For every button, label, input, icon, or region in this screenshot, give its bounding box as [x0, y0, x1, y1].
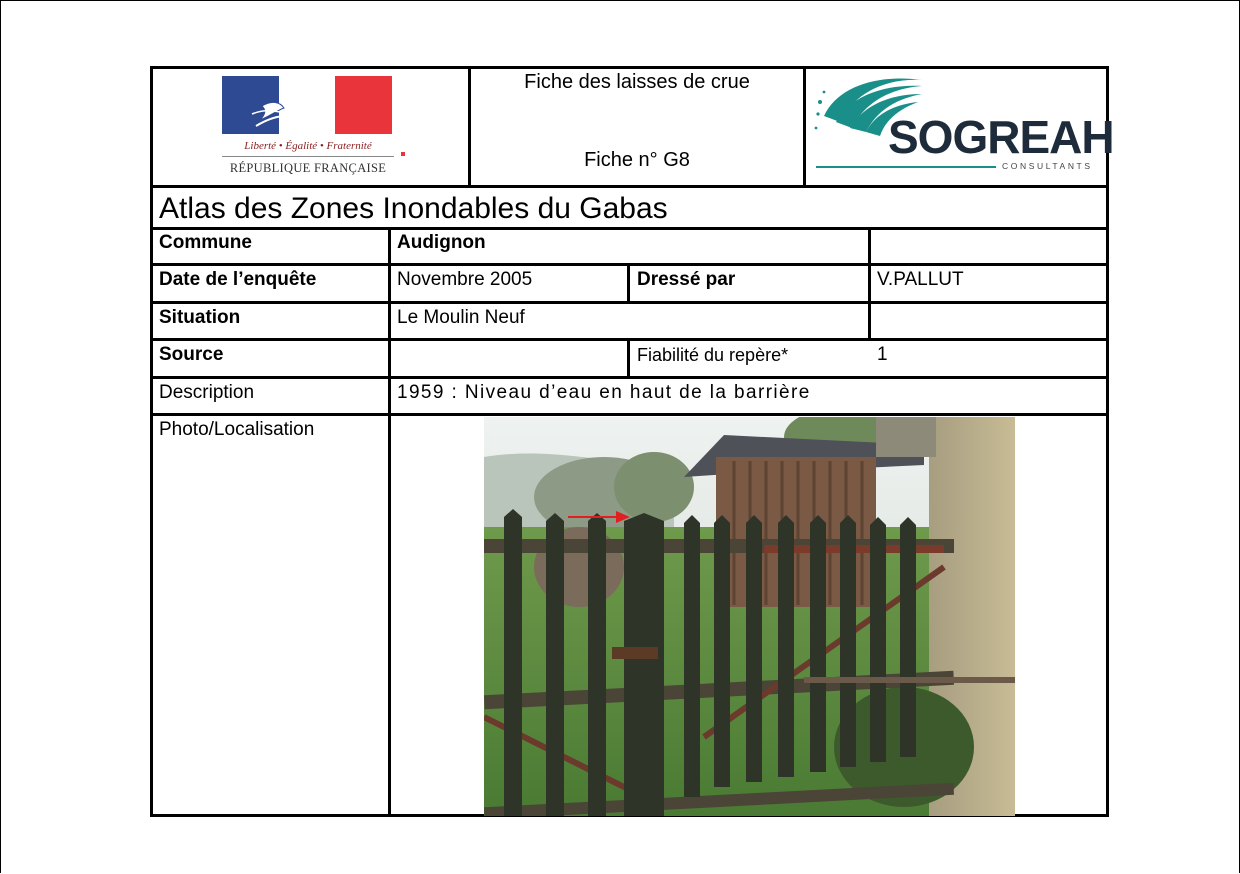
republique-francaise-logo — [222, 76, 394, 180]
gate-photo-image — [484, 417, 1015, 816]
col-rule — [868, 227, 871, 341]
row-rule — [150, 413, 1109, 416]
commune-value: Audignon — [397, 232, 486, 253]
marianne-flag-icon — [222, 76, 392, 134]
source-label: Source — [159, 344, 224, 365]
description-label: Description — [159, 382, 255, 403]
photo-label: Photo/Localisation — [159, 419, 315, 440]
table-border-top — [150, 66, 1109, 69]
fiche-number: Fiche n° G8 — [584, 149, 690, 171]
date-label: Date de l’enquête — [159, 269, 317, 290]
row-rule — [150, 227, 1109, 230]
flood-mark-photo — [484, 417, 1015, 816]
rf-rule — [222, 156, 394, 157]
col-rule — [803, 66, 806, 187]
col-rule — [627, 263, 630, 303]
red-mark-icon — [401, 152, 405, 156]
dresse-value: V.PALLUT — [877, 269, 964, 290]
fiche-title: Fiche des laisses de crue — [524, 71, 750, 93]
col-rule — [388, 227, 391, 817]
commune-label: Commune — [159, 232, 252, 253]
dresse-label: Dressé par — [637, 269, 736, 290]
rf-motto: Liberté • Égalité • Fraternité — [244, 140, 372, 152]
table-border-left — [150, 66, 153, 817]
sogreah-wordmark: SOGREAH — [888, 111, 1114, 163]
row-rule — [150, 185, 1109, 188]
date-value: Novembre 2005 — [397, 269, 533, 290]
atlas-title: Atlas des Zones Inondables du Gabas — [159, 192, 668, 225]
situation-label: Situation — [159, 307, 241, 328]
fiabilite-label: Fiabilité du repère* — [637, 345, 789, 365]
fiabilite-value: 1 — [877, 344, 888, 365]
sogreah-logo — [810, 72, 1114, 178]
situation-value: Le Moulin Neuf — [397, 307, 525, 328]
rf-name: RÉPUBLIQUE FRANÇAISE — [229, 161, 387, 175]
description-value: 1959 : Niveau d’eau en haut de la barrière — [397, 382, 811, 403]
sogreah-rule — [816, 166, 996, 168]
table-border-right — [1106, 66, 1109, 817]
sogreah-subtitle: CONSULTANTS — [1002, 161, 1093, 171]
col-rule — [627, 338, 630, 378]
